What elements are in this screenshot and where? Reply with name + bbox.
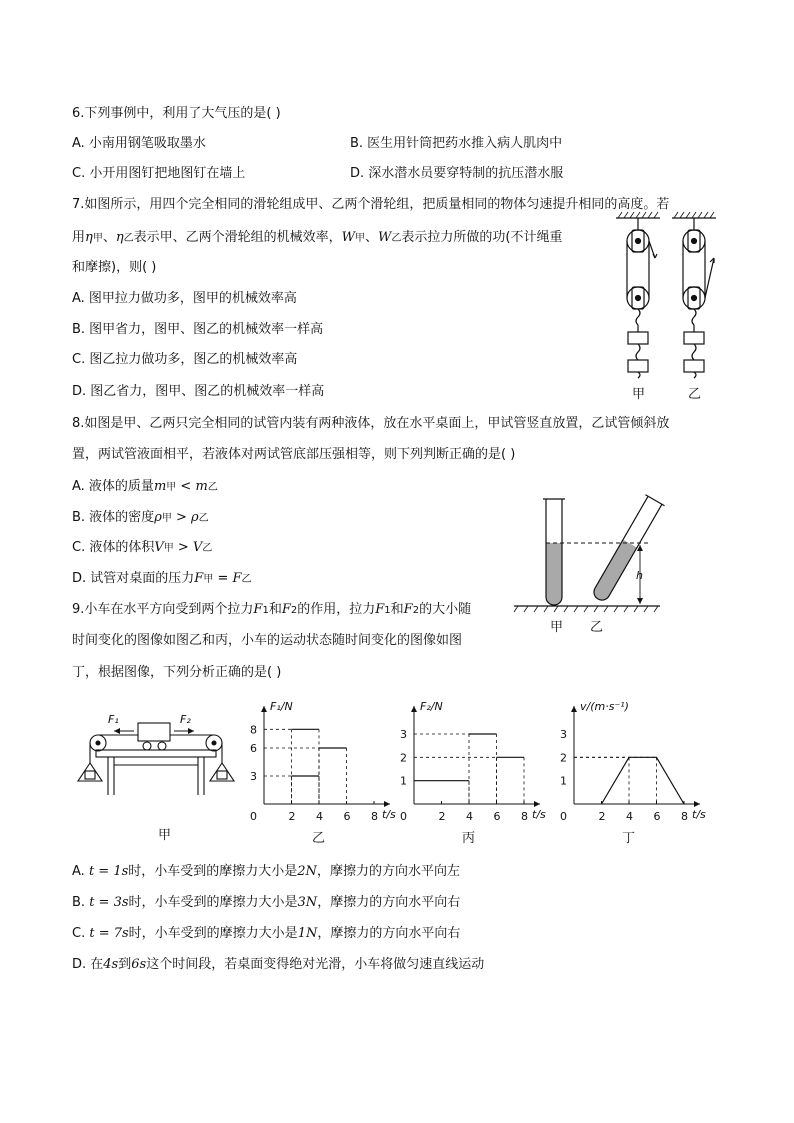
pulley-label-jia: 甲 [632, 387, 646, 402]
pulley-label-yi: 乙 [688, 387, 702, 402]
y-tick-label: 2 [400, 751, 407, 765]
x-tick-label: 6 [653, 810, 661, 823]
chart-v-vs-t [558, 696, 718, 846]
q8-option-a[interactable]: A. 液体的质量m甲 < m乙 [72, 479, 218, 494]
y-axis-label: F₁/N [270, 700, 293, 713]
q6-option-a[interactable]: A. 小南用钢笔吸取墨水 [72, 136, 206, 151]
x-tick-label: 2 [438, 810, 446, 823]
y-tick-label: 8 [250, 723, 257, 737]
q9-option-b[interactable]: B. t = 3s时，小车受到的摩擦力大小是3N，摩擦力的方向水平向右 [72, 895, 461, 910]
chart-caption: 丁 [622, 831, 636, 846]
x-tick-label: 0 [400, 810, 407, 823]
q8-option-d[interactable]: D. 试管对桌面的压力F甲 = F乙 [72, 571, 252, 586]
q9-option-d[interactable]: D. 在4s到6s这个时间段，若桌面变得绝对光滑，小车将做匀速直线运动 [72, 957, 485, 972]
x-tick-label: 8 [371, 810, 378, 823]
q9-option-c[interactable]: C. t = 7s时，小车受到的摩擦力大小是1N，摩擦力的方向水平向右 [72, 926, 461, 941]
f1-arrow-label: F₁ [108, 713, 119, 726]
q8-stem-line1: 8.如图是甲、乙两只完全相同的试管内装有两种液体，放在水平桌面上，甲试管竖直放置，乙试管倾斜放 [72, 416, 670, 431]
tube-label-yi: 乙 [590, 620, 604, 635]
x-tick-label: 2 [288, 810, 296, 823]
q7-option-d[interactable]: D. 图乙省力，图甲、图乙的机械效率一样高 [72, 384, 325, 399]
y-tick-label: 1 [400, 774, 407, 788]
x-axis-label: t/s [692, 808, 706, 821]
chart-caption: 乙 [312, 831, 326, 846]
q6-stem: 6.下列事例中，利用了大气压的是( ) [72, 106, 281, 121]
q6-option-d[interactable]: D. 深水潜水员要穿特制的抗压潜水服 [350, 166, 564, 181]
q9-stem-line2: 时间变化的图像如图乙和丙，小车的运动状态随时间变化的图像如图 [72, 633, 463, 648]
q6-option-b[interactable]: B. 医生用针筒把药水推入病人肌肉中 [350, 136, 563, 151]
y-axis-arrow [571, 706, 577, 712]
x-tick-label: 4 [626, 810, 633, 823]
x-axis-arrow [694, 801, 700, 807]
q7-option-b[interactable]: B. 图甲省力，图甲、图乙的机械效率一样高 [72, 322, 324, 337]
cart-figure [68, 705, 248, 845]
q8-stem-line2: 置，两试管液面相平，若液体对两试管底部压强相等，则下列判断正确的是( ) [72, 447, 516, 462]
x-tick-label: 2 [598, 810, 606, 823]
x-tick-label: 6 [493, 810, 501, 823]
q7-option-c[interactable]: C. 图乙拉力做功多，图乙的机械效率高 [72, 352, 298, 367]
chart-caption: 丙 [462, 831, 476, 846]
x-tick-label: 0 [250, 810, 257, 823]
x-tick-label: 8 [521, 810, 528, 823]
height-label: h [636, 569, 643, 582]
q7-stem-line1: 7.如图所示，用四个完全相同的滑轮组成甲、乙两个滑轮组，把质量相同的物体匀速提升相同的高度。若 [72, 197, 670, 212]
y-tick-label: 6 [250, 742, 257, 755]
y-axis-label: F₂/N [420, 700, 443, 713]
y-tick-label: 3 [250, 770, 257, 783]
x-axis-arrow [384, 801, 390, 807]
x-axis-arrow [534, 801, 540, 807]
q6-option-c[interactable]: C. 小开用图钉把地图钉在墙上 [72, 166, 246, 181]
chart-f2-vs-t [398, 696, 558, 846]
q7-stem-line2: 用η甲、η乙表示甲、乙两个滑轮组的机械效率，W甲、W乙表示拉力所做的功(不计绳重 [72, 230, 563, 245]
chart-f1-vs-t [248, 696, 408, 846]
y-tick-label: 2 [560, 751, 567, 765]
y-axis-arrow [411, 706, 417, 712]
q9-stem-line1: 9.小车在水平方向受到两个拉力F1和F2的作用，拉力F1和F2的大小随 [72, 602, 472, 617]
x-tick-label: 6 [343, 810, 351, 823]
x-tick-label: 4 [466, 810, 473, 823]
test-tube-figure [510, 495, 670, 635]
y-axis-label: v/(m·s⁻¹) [580, 700, 629, 713]
q9-option-a[interactable]: A. t = 1s时，小车受到的摩擦力大小是2N，摩擦力的方向水平向左 [72, 864, 460, 879]
cart-caption: 甲 [158, 828, 172, 843]
x-tick-label: 4 [316, 810, 323, 823]
q8-option-b[interactable]: B. 液体的密度ρ甲 > ρ乙 [72, 510, 209, 525]
y-tick-label: 3 [400, 728, 407, 741]
data-line [602, 757, 685, 804]
tube-label-jia: 甲 [550, 620, 564, 635]
pulley-figure [610, 210, 730, 405]
f2-arrow-label: F₂ [180, 713, 191, 726]
y-axis-arrow [261, 706, 267, 712]
y-tick-label: 3 [560, 728, 567, 741]
q7-stem-line3: 和摩擦)，则( ) [72, 260, 157, 275]
y-tick-label: 1 [560, 774, 567, 788]
x-axis-label: t/s [382, 808, 396, 821]
x-axis-label: t/s [532, 808, 546, 821]
x-tick-label: 0 [560, 810, 567, 823]
q9-stem-line3: 丁，根据图像，下列分析正确的是( ) [72, 665, 282, 680]
q7-option-a[interactable]: A. 图甲拉力做功多，图甲的机械效率高 [72, 291, 297, 306]
q8-option-c[interactable]: C. 液体的体积V甲 > V乙 [72, 540, 213, 555]
x-tick-label: 8 [681, 810, 688, 823]
